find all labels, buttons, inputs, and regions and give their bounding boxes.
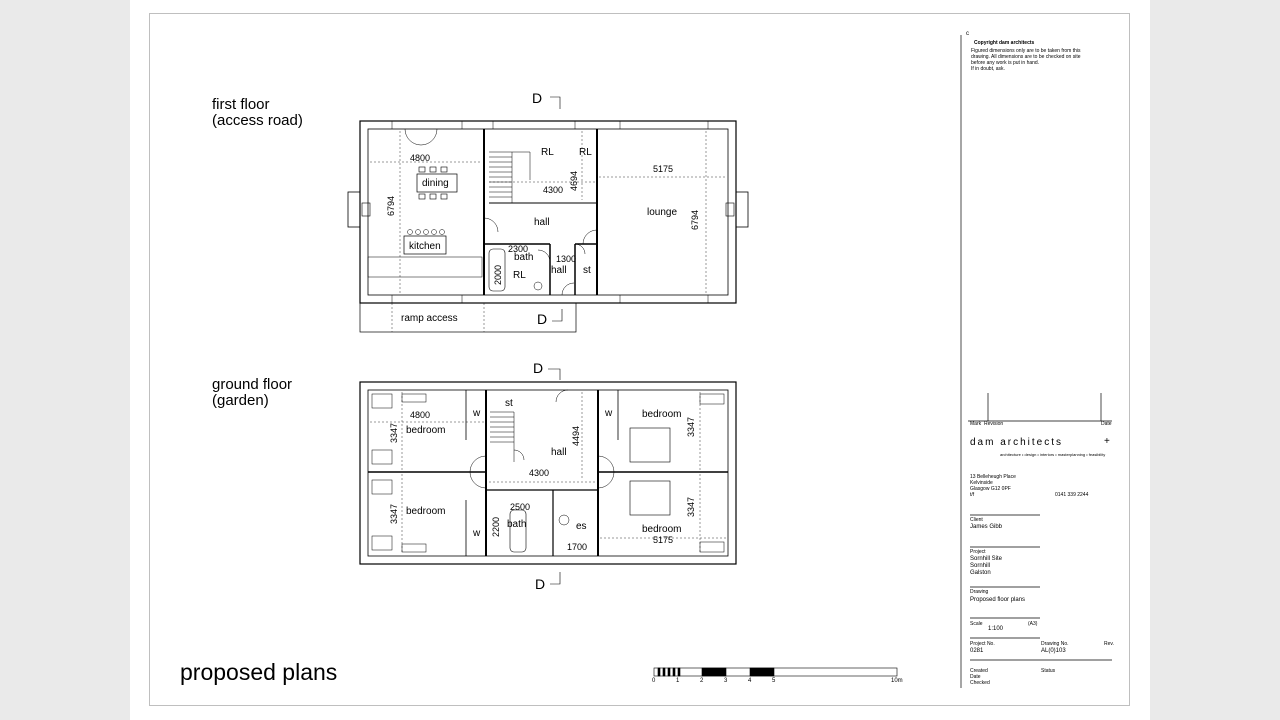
tb-project [970, 556, 1002, 577]
ff-dim-4800: 4800 [410, 153, 431, 163]
ff-room-lounge: lounge [647, 207, 678, 218]
first-floor-title [212, 97, 303, 129]
tb-scale-paper: (A3) [1028, 621, 1038, 627]
ff-section-line-bottom [552, 309, 562, 321]
tb-client: James Gibb [970, 524, 1003, 530]
gf-room-st: st [505, 398, 513, 409]
ff-door-lounge [583, 230, 597, 244]
ff-chimney-right [736, 192, 748, 227]
ff-ramp-access: ramp access [401, 313, 458, 324]
tb-status-label: Status [1041, 668, 1056, 674]
scale-bar [654, 668, 897, 676]
tb-rev-date: Date [1101, 421, 1112, 427]
gf-dim-3347-bl: 3347 [389, 503, 399, 524]
tb-drawing-no: AL(0)103 [1041, 648, 1066, 654]
tb-project-line-3: Galston [970, 570, 991, 576]
gf-basin [559, 515, 569, 525]
gf-room-bedroom-bl: bedroom [406, 506, 446, 517]
gf-dim-3347-br: 3347 [686, 496, 696, 517]
gf-section-marker-bottom: D [535, 576, 546, 592]
ff-dim-5175: 5175 [653, 164, 674, 174]
tb-copyright-line-1: Figured dimensions only are to be taken from this [971, 48, 1081, 54]
gf-label-w-1: w [473, 408, 481, 419]
ff-room-st: st [583, 265, 591, 276]
ff-chimney-left [348, 192, 360, 227]
ff-dim-1300: 1300 [556, 254, 577, 264]
gf-dim-4300: 4300 [529, 468, 550, 478]
ff-label-rl-2: RL [579, 147, 592, 158]
ff-section-marker-bottom: D [537, 311, 548, 327]
tb-corner-mark: c [966, 31, 969, 37]
ff-kitchen-stools [408, 230, 445, 235]
ff-label-rl-3: RL [513, 270, 526, 281]
tb-project-no: 0281 [970, 648, 984, 654]
tb-drawing-no-label: Drawing No. [1041, 641, 1069, 647]
gf-dim-4800: 4800 [410, 410, 431, 420]
tb-firm-plus: + [1104, 436, 1110, 447]
gf-dim-2500: 2500 [510, 502, 531, 512]
tb-firm-name: dam architects [970, 437, 1064, 448]
gf-room-bedroom-br: bedroom [642, 524, 682, 535]
ff-door-front [405, 129, 437, 145]
tb-address-line-1: 13 Belleheugh Place [970, 474, 1016, 480]
ff-chimney-left-flue [362, 203, 370, 216]
ground-floor-title-line1: ground floor [212, 376, 293, 393]
gf-dim-3347-tr: 3347 [686, 416, 696, 437]
gf-room-bedroom-tl: bedroom [406, 425, 446, 436]
tb-checked-label: Checked [970, 680, 990, 686]
gf-bath-tub [510, 510, 526, 552]
tb-copyright-title: Copyright dam architects [974, 40, 1035, 46]
first-floor-plan [348, 97, 748, 332]
scale-tick-5: 5 [772, 678, 776, 684]
ff-door-st [575, 244, 585, 254]
ground-floor-title-line2: (garden) [212, 392, 269, 409]
ff-section-line-top [550, 97, 560, 109]
tb-project-no-label: Project No. [970, 641, 995, 647]
gf-label-w-2: w [473, 528, 481, 539]
ff-bath-basin [534, 282, 542, 290]
gf-bed-br [630, 481, 670, 515]
first-floor-title-line1: first floor [212, 96, 270, 113]
tb-scale-label: Scale [970, 621, 983, 627]
tb-address-line-2: Kelvinside [970, 480, 993, 486]
tb-scale: 1:100 [988, 626, 1004, 632]
tb-created-label: Created [970, 668, 988, 674]
tb-project-line-1: Sornhill Site [970, 556, 1003, 562]
ff-door-kitchen [484, 218, 498, 232]
gf-dim-2200: 2200 [491, 516, 501, 537]
tb-address-tf: t/f [970, 492, 975, 498]
ff-room-kitchen: kitchen [409, 241, 441, 252]
tb-address [970, 474, 1016, 498]
ground-floor-title [212, 377, 292, 409]
tb-firm-tagline: architecture • design • interiors • masterplanning • feasibility [1000, 452, 1106, 457]
tb-drawing-label: Drawing [970, 589, 989, 595]
gf-bed-tr [630, 428, 670, 462]
ff-door-bath [538, 250, 550, 262]
gf-room-hall: hall [551, 447, 567, 458]
tb-copyright-line-4: If in doubt, ask. [971, 66, 1005, 72]
ff-dim-4300: 4300 [543, 185, 564, 195]
tb-rev-label: Rev. [1104, 641, 1114, 647]
scale-tick-1: 1 [676, 678, 680, 684]
gf-dim-4494: 4494 [571, 425, 581, 446]
ff-dim-2300: 2300 [508, 244, 529, 254]
ff-room-hall-small: hall [551, 265, 567, 276]
ff-room-hall: hall [534, 217, 550, 228]
gf-dim-5175: 5175 [653, 535, 674, 545]
tb-phone: 0141 339 2244 [1055, 492, 1089, 498]
scale-end-label: 10m [891, 678, 903, 684]
ff-dim-6794-left: 6794 [386, 195, 396, 216]
tb-copyright-line-3: before any work is put in hand. [971, 60, 1040, 66]
gf-room-es: es [576, 521, 587, 532]
ff-dim-2000: 2000 [493, 264, 503, 285]
ff-door-entrance [562, 283, 574, 295]
gf-room-bath: bath [507, 519, 527, 530]
tb-date-label: Date [970, 674, 981, 680]
scale-tick-2: 2 [700, 678, 704, 684]
scale-tick-0: 0 [652, 678, 656, 684]
tb-drawing: Proposed floor plans [970, 597, 1026, 603]
tb-project-line-2: Sornhill [970, 563, 991, 569]
tb-client-label: Client [970, 517, 983, 523]
gf-section-marker-top: D [533, 360, 544, 376]
gf-section-line-top [548, 369, 560, 380]
ff-room-bath: bath [514, 252, 534, 263]
ff-stair [489, 152, 530, 203]
ff-label-rl-1: RL [541, 147, 554, 158]
gf-dim-1700: 1700 [567, 542, 588, 552]
tb-rev-mark: Mark [970, 421, 982, 427]
ff-chimney-right-flue [726, 203, 734, 216]
tb-rev-revision: Revision [984, 421, 1004, 427]
ff-section-marker-top: D [532, 90, 543, 106]
gf-dim-3347-tl: 3347 [389, 422, 399, 443]
tb-project-label: Project [970, 549, 986, 555]
scale-tick-3: 3 [724, 678, 728, 684]
tb-copyright-note [971, 48, 1081, 72]
gf-stair [490, 412, 524, 462]
ff-dim-6794-right: 6794 [690, 209, 700, 230]
scale-tick-4: 4 [748, 678, 752, 684]
first-floor-title-line2: (access road) [212, 112, 303, 129]
tb-copyright-line-2: drawing. All dimensions are to be checked on site [971, 54, 1081, 60]
gf-section-line-bottom [550, 572, 560, 584]
gf-label-w-3: w [605, 408, 613, 419]
gf-room-bedroom-tr: bedroom [642, 409, 682, 420]
ff-dim-4694: 4694 [569, 170, 579, 191]
ff-kitchen-worktop [368, 257, 482, 277]
sheet-title: proposed plans [180, 659, 338, 685]
ff-room-dining: dining [422, 178, 449, 189]
tb-address-line-3: Glasgow G12 0PF [970, 486, 1011, 492]
